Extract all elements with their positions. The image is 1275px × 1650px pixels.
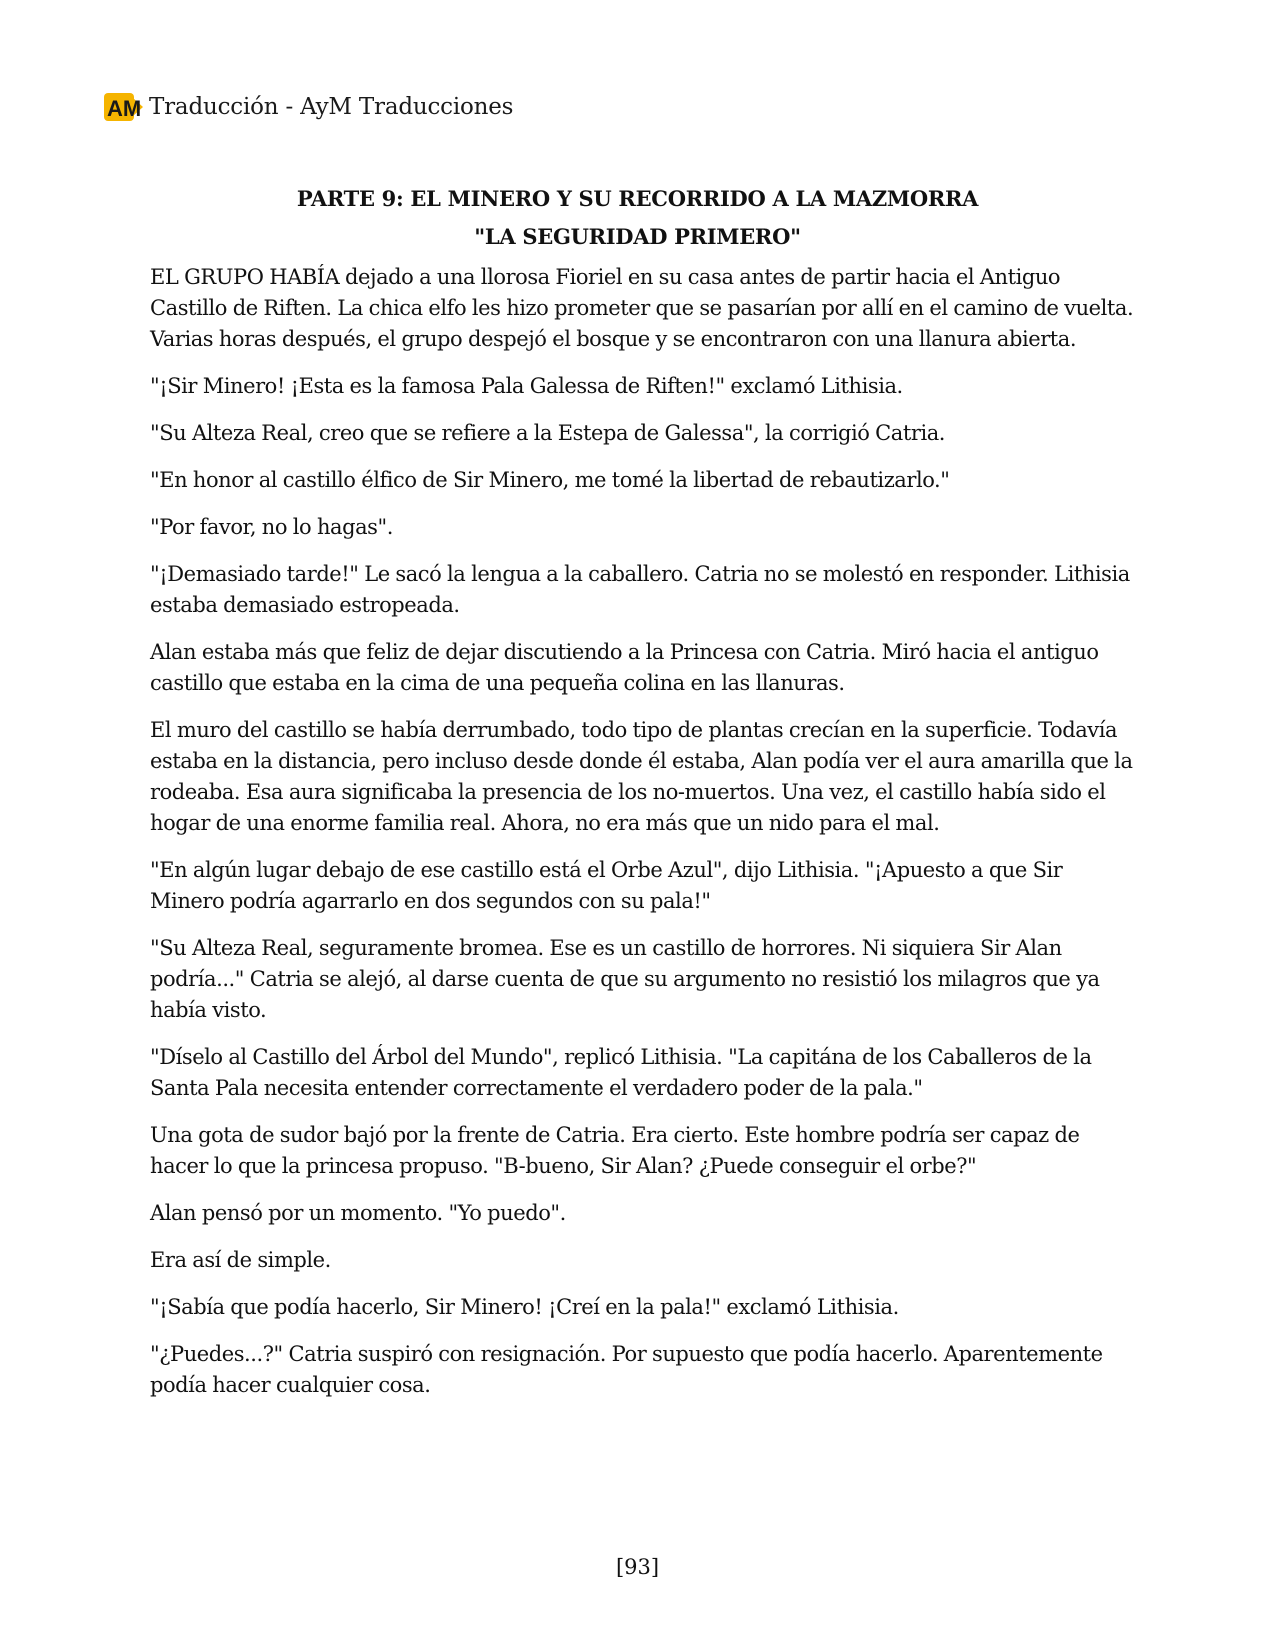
paragraph: "¡Sir Minero! ¡Esta es la famosa Pala Galessa de Riften!" exclamó Lithisia.: [150, 374, 903, 398]
chapter-title: [0, 180, 1275, 256]
paragraph: "¡Demasiado tarde!" Le sacó la lengua a la caballero. Catria no se molestó en responder. Lithisia estaba demasiado estropeada.: [150, 562, 1130, 617]
paragraph: "Díselo al Castillo del Árbol del Mundo", replicó Lithisia. "La capitána de los Caballeros de la Santa Pala necesita entender correctamente el verdadero poder de la pala.": [150, 1045, 1092, 1100]
paragraph: "En algún lugar debajo de ese castillo está el Orbe Azul", dijo Lithisia. "¡Apuesto a que Sir Minero podría agarrarlo en dos segundos con su pala!": [150, 858, 1063, 913]
svg-text:AM: AM: [107, 96, 142, 121]
paragraph: "¿Puedes...?" Catria suspiró con resignación. Por supuesto que podía hacerlo. Aparentemente podía hacer cualquier cosa.: [150, 1342, 1103, 1397]
paragraph: "Su Alteza Real, seguramente bromea. Ese es un castillo de horrores. Ni siquiera Sir Alan podría..." Catria se alejó, al darse cuenta de que su argumento no resistió los milagros que ya había visto.: [150, 936, 1100, 1022]
paragraph: "En honor al castillo élfico de Sir Minero, me tomé la libertad de rebautizarlo.": [150, 468, 950, 492]
header-text: Traducción - AyM Traducciones: [149, 94, 514, 120]
paragraph: Era así de simple.: [150, 1248, 331, 1272]
page-header: [103, 90, 513, 124]
paragraph: EL GRUPO HABÍA dejado a una llorosa Fioriel en su casa antes de partir hacia el Antiguo Castillo de Riften. La chica elfo les hizo prometer que se pasarían por allí en el camino de vuelta. Varias horas después, el grupo despejó el bosque y se encontraron con una llanura abierta.: [150, 265, 1134, 351]
paragraph: "¡Sabía que podía hacerlo, Sir Minero! ¡Creí en la pala!" exclamó Lithisia.: [150, 1295, 899, 1319]
body-text: [150, 262, 1140, 1417]
paragraph: Una gota de sudor bajó por la frente de Catria. Era cierto. Este hombre podría ser capaz de hacer lo que la princesa propuso. "B-bueno, Sir Alan? ¿Puede conseguir el orbe?": [150, 1123, 1080, 1178]
paragraph: El muro del castillo se había derrumbado, todo tipo de plantas crecían en la superficie. Todavía estaba en la distancia, pero incluso desde donde él estaba, Alan podía ver el aura amarilla que la rodeaba. Esa aura significaba la presencia de los no-muertos. Una vez, el castillo había sido el hogar de una enorme familia real. Ahora, no era más que un nido para el mal.: [150, 718, 1133, 835]
paragraph: "Por favor, no lo hagas".: [150, 515, 393, 539]
page-number: [93]: [615, 1555, 660, 1579]
paragraph: "Su Alteza Real, creo que se refiere a la Estepa de Galessa", la corrigió Catria.: [150, 421, 946, 445]
chapter-title-line-1: PARTE 9: EL MINERO Y SU RECORRIDO A LA MAZMORRA: [296, 186, 979, 211]
chapter-title-line-2: "LA SEGURIDAD PRIMERO": [474, 224, 801, 249]
paragraph: Alan pensó por un momento. "Yo puedo".: [150, 1201, 566, 1225]
aym-logo-icon: [103, 90, 145, 124]
paragraph: Alan estaba más que feliz de dejar discutiendo a la Princesa con Catria. Miró hacia el antiguo castillo que estaba en la cima de una pequeña colina en las llanuras.: [150, 640, 1099, 695]
